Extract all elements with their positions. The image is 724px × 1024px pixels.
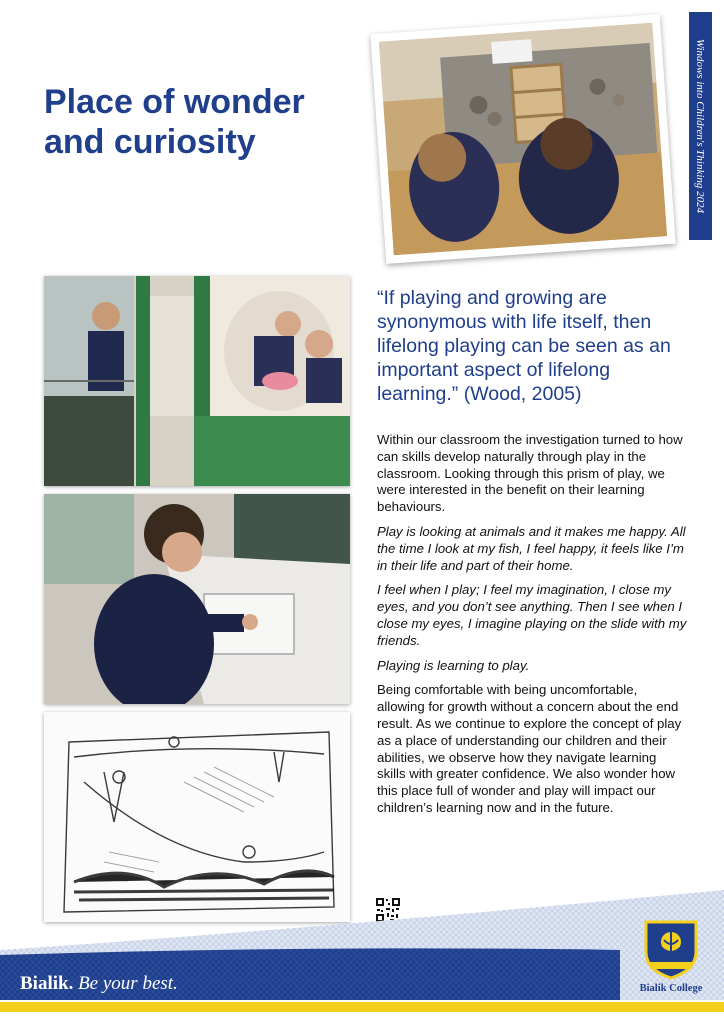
college-name: Bialik College [639, 983, 703, 994]
college-crest-icon [640, 918, 702, 982]
side-tab [689, 12, 712, 240]
child-quote-imagination: I feel when I play; I feel my imagination, I close my eyes, and you don’t see anything. Then I see when I close my eyes, I imagine playing on the slide with my friends. [377, 582, 687, 648]
photo-sensory-table [370, 14, 675, 264]
sensory-table-image [379, 23, 667, 256]
paragraph-conclusion: Being comfortable with being uncomfortable, allowing for growth without a concern about the end result. As we continue to explore the concept of play as a place of understanding our children and their abilities, we observe how they navigate learning skills with greater confidence. We also wonder how this place full of wonder and play will impact our children’s learning now and in the future. [377, 682, 682, 815]
boy-writing-image [44, 494, 350, 704]
side-tab-label: Windows into Children's Thinking 2024 [694, 38, 707, 214]
page-title: Place of wonder and curiosity [44, 83, 305, 161]
photo-playground-slide [44, 276, 350, 486]
child-quote-learning: Playing is learning to play. [377, 657, 530, 673]
child-quote-animals: Play is looking at animals and it makes me happy. All the time I look at my fish, I feel happy, it feels like I’m in their life and part of their home. [377, 523, 686, 573]
footer-wave [0, 890, 724, 1024]
paragraph-intro: Within our classroom the investigation turned to how can skills develop naturally through play in the classroom. Looking through this prism of play, we were interested in the benefit on their learning behaviours. [377, 432, 683, 515]
footer-slogan [20, 973, 178, 995]
brand-slogan: Be your best. [78, 973, 178, 994]
body-text [377, 432, 687, 825]
pull-quote: “If playing and growing are synonymous with life itself, then lifelong playing can be seen as an important aspect of lifelong learning.” (Wood, 2005) [377, 287, 671, 405]
playground-slide-image [44, 276, 350, 486]
photo-boy-writing [44, 494, 350, 704]
brand-name: Bialik. [20, 973, 74, 994]
